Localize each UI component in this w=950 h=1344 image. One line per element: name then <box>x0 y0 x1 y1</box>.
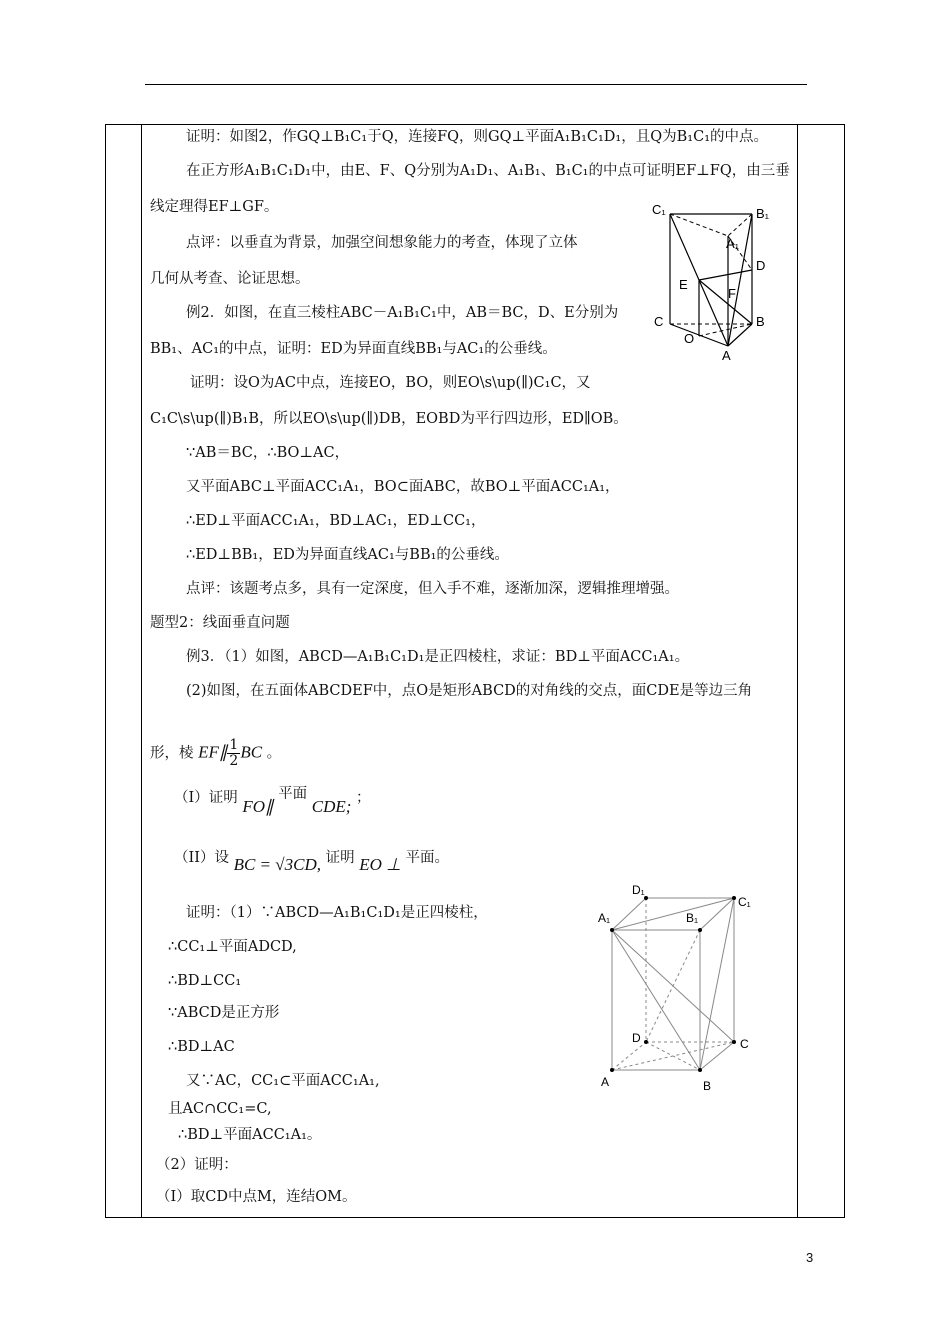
label-A1: A₁ <box>726 236 740 251</box>
hidden-edge <box>612 1042 646 1070</box>
vertex <box>732 1040 736 1044</box>
text-line: 点评：该题考点多，具有一定深度，但入手不难，逐渐加深，逻辑推理增强。 <box>186 581 679 597</box>
formula-bc: BC <box>240 742 263 762</box>
label-A: A <box>601 1075 610 1089</box>
label-B: B <box>703 1079 712 1093</box>
text-line: 证明：如图2，作GQ⊥B₁C₁于Q，连接FQ，则GQ⊥平面A₁B₁C₁D₁，且Q为B₁C₁的中点。 <box>186 129 769 145</box>
text: 证明 <box>325 850 355 866</box>
label-B: B <box>756 314 765 329</box>
vertex <box>644 1040 648 1044</box>
edge <box>728 214 752 346</box>
text-line: ∴ED⊥BB₁，ED为异面直线AC₁与BB₁的公垂线。 <box>186 547 509 563</box>
page-number: 3 <box>806 1250 814 1265</box>
text-line-with-formula <box>174 848 450 874</box>
text-line: ∴ED⊥平面ACC₁A₁，BD⊥AC₁，ED⊥CC₁， <box>186 513 486 529</box>
text-line: 证明：设O为AC中点，连接EO，BO，则EO\s\up(∥)C₁C，又 <box>190 375 591 391</box>
formula-cde: CDE; <box>311 797 352 816</box>
text: 平面 <box>278 786 308 802</box>
text-line: ∴CC₁⊥平面ADCD, <box>168 939 297 955</box>
edge <box>699 280 752 324</box>
vertex <box>732 896 736 900</box>
label-B1: B₁ <box>686 911 699 925</box>
label-O: O <box>684 331 695 346</box>
diagonal <box>700 898 734 1070</box>
label-D1: D₁ <box>632 883 645 897</box>
period: 。 <box>266 745 282 762</box>
edge <box>699 270 752 280</box>
text-line: ∴BD⊥CC₁ <box>168 973 242 989</box>
text-line: ∴BD⊥平面ACC₁A₁。 <box>178 1127 322 1143</box>
text: 平面。 <box>405 850 450 866</box>
text-line: ∴BD⊥AC <box>168 1039 235 1055</box>
text-line: 又平面ABC⊥平面ACC₁A₁，BO⊂面ABC，故BO⊥平面ACC₁A₁， <box>186 479 620 495</box>
text-line: 几何从考查、论证思想。 <box>150 271 310 287</box>
label-D: D <box>756 258 766 273</box>
vertex <box>610 928 614 932</box>
formula-ef: EF∥ <box>198 742 228 762</box>
text: （II）设 <box>174 850 229 866</box>
hidden-edge <box>646 930 700 1042</box>
text-line: ∵AB＝BC，∴BO⊥AC， <box>186 445 350 461</box>
table-right-divider <box>797 124 798 1218</box>
diagonal <box>612 930 700 1070</box>
text-line: 证明：（1）∵ABCD—A₁B₁C₁D₁是正四棱柱， <box>186 905 488 921</box>
header-rule <box>145 84 807 85</box>
text-line: (2)如图，在五面体ABCDEF中，点O是矩形ABCD的对角线的交点，面CDE是等边三角 <box>186 683 753 699</box>
text: 形，棱 <box>150 745 194 762</box>
text-line: 题型2：线面垂直问题 <box>150 615 290 631</box>
label-E: E <box>679 277 688 292</box>
label-B1: B₁ <box>756 206 770 221</box>
text-line: （2）证明： <box>156 1157 238 1173</box>
punct: ； <box>356 790 371 806</box>
text-line: ∵ABCD是正方形 <box>168 1005 280 1021</box>
label-D: D <box>632 1031 641 1045</box>
fraction <box>227 738 240 769</box>
label-A: A <box>722 348 731 363</box>
label-A1: A₁ <box>598 911 611 925</box>
label-F: F <box>728 286 736 301</box>
formula-bc-eq: BC = √3CD, <box>233 855 321 874</box>
formula-fo: FO∥ <box>242 797 274 816</box>
text-line: 点评：以垂直为背景，加强空间想象能力的考查，体现了立体 <box>186 235 578 251</box>
label-C1: C₁ <box>738 895 751 909</box>
vertex <box>610 1068 614 1072</box>
figure-prism <box>640 196 790 366</box>
label-C: C <box>740 1037 749 1051</box>
text-line: 线定理得EF⊥GF。 <box>150 199 279 215</box>
label-C1: C₁ <box>652 202 666 217</box>
table-left-divider <box>141 124 142 1218</box>
text-line: BB₁、AC₁的中点，证明：ED为异面直线BB₁与AC₁的公垂线。 <box>150 341 557 357</box>
figure-square-prism <box>590 878 770 1096</box>
text-line: （I）取CD中点M，连结OM。 <box>156 1189 357 1205</box>
text-line-with-formula <box>174 786 371 816</box>
text-line: 例2．如图，在直三棱柱ABC－A₁B₁C₁中，AB＝BC，D、E分别为 <box>186 305 619 321</box>
label-C: C <box>654 314 664 329</box>
text-line: 例3．（1）如图，ABCD—A₁B₁C₁D₁是正四棱柱，求证：BD⊥平面ACC₁A₁。 <box>186 649 690 665</box>
diagonal <box>612 898 734 930</box>
formula-eo: EO ⊥ <box>359 855 401 874</box>
text-line: C₁C\s\up(∥)B₁B，所以EO\s\up(∥)DB，EOBD为平行四边形，ED∥OB。 <box>150 411 628 427</box>
text-line-with-formula <box>150 738 281 769</box>
text: （I）证明 <box>174 790 238 806</box>
denominator: 2 <box>229 753 239 769</box>
text-line: 又∵AC，CC₁⊂平面ACC₁A₁, <box>186 1073 380 1089</box>
text-line: 在正方形A₁B₁C₁D₁中，由E、F、Q分别为A₁D₁、A₁B₁、B₁C₁的中点可证明EF⊥FQ，由三垂 <box>186 163 790 179</box>
numerator: 1 <box>229 737 239 753</box>
text-line: 且AC∩CC₁=C, <box>168 1101 272 1117</box>
vertex <box>698 1068 702 1072</box>
vertex <box>698 928 702 932</box>
hidden-edge <box>699 324 752 336</box>
hidden-edge <box>612 1042 734 1070</box>
